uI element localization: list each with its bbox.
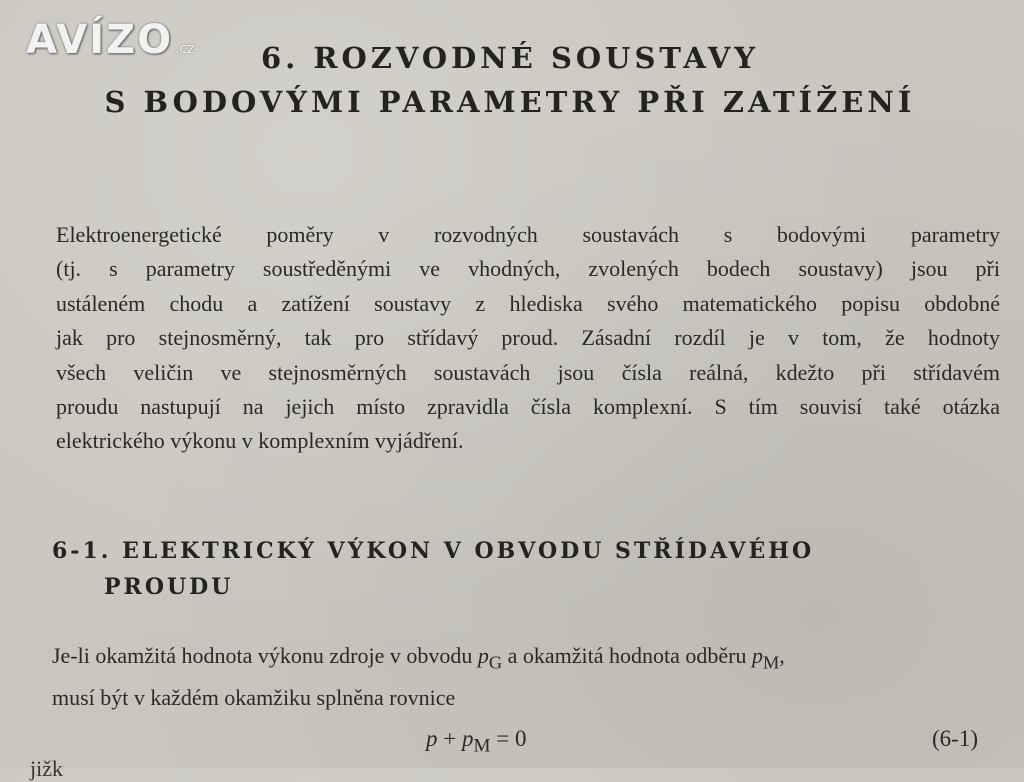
subscript-g: G	[488, 652, 503, 673]
section-paragraph-line-1	[52, 638, 1000, 680]
eq-plus: +	[437, 726, 462, 751]
intro-line: všech veličin ve stejnosměrných soustavách jsou čísla reálná, kdežto při střídavém	[56, 359, 1000, 385]
intro-line: Elektroenergetické poměry v rozvodných soustavách s bodovými parametry	[56, 222, 1000, 247]
subscript-m: M	[762, 652, 780, 673]
equation-number: (6-1)	[932, 726, 978, 751]
intro-line: (tj. s parametry soustředěnými ve vhodných, zvolených bodech soustavy) jsou při	[56, 256, 1000, 282]
text-fragment: ,	[779, 643, 785, 668]
eq-subscript-m: M	[473, 735, 491, 757]
eq-var-p: p	[461, 726, 474, 751]
var-p: p	[751, 643, 763, 668]
chapter-title-line-2: S BODOVÝMI PARAMETRY PŘI ZATÍŽENÍ	[104, 85, 916, 119]
watermark-tld: .cz	[175, 41, 195, 57]
section-title	[52, 533, 952, 605]
var-p: p	[477, 643, 489, 668]
equation-6-1	[426, 726, 527, 758]
intro-line: jak pro stejnosměrný, tak pro střídavý proud. Zásadní rozdíl je v tom, že hodnoty	[56, 325, 1000, 351]
section-paragraph-line-2: musí být v každém okamžiku splněna rovnice	[52, 685, 456, 711]
eq-var-p: p	[426, 726, 438, 751]
section-title-line-2: PROUDU	[104, 574, 234, 600]
intro-line: proudu nastupují na jejich místo zpravidla čísla komplexní. S tím souvisí také otázka	[56, 394, 1000, 420]
eq-rhs: = 0	[490, 726, 527, 751]
watermark-brand: AVÍZO	[26, 17, 174, 63]
text-fragment: a okamžitá hodnota odběru	[502, 643, 752, 668]
intro-line: ustáleném chodu a zatížení soustavy z hlediska svého matematického popisu obdobné	[56, 290, 1000, 316]
chapter-title	[100, 36, 920, 124]
intro-line: elektrického výkonu v komplexním vyjádření.	[56, 428, 464, 454]
intro-paragraph	[56, 218, 1000, 459]
cut-off-line-fragment: jižk	[30, 756, 63, 781]
chapter-title-line-1: 6. ROZVODNÉ SOUSTAVY	[260, 41, 760, 75]
section-title-line-1: 6-1. ELEKTRICKÝ VÝKON V OBVODU STŘÍDAVÉHO	[52, 538, 815, 564]
text-fragment: Je-li okamžitá hodnota výkonu zdroje v obvodu	[52, 643, 478, 668]
equation-row	[0, 726, 1024, 762]
section-paragraph	[52, 638, 1000, 716]
